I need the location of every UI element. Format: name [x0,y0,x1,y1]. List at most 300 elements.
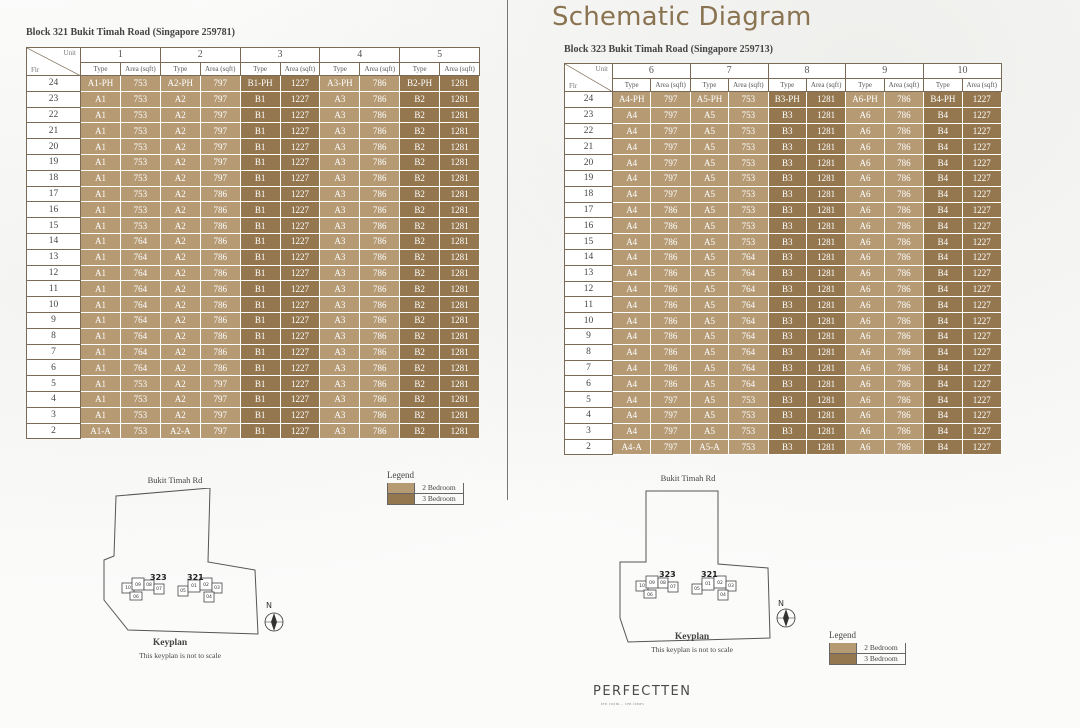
unit-area-cell: 1227 [280,123,320,139]
area-column-header: Area (sqft) [440,63,480,76]
table-row [565,344,1002,360]
keyplan-unit-label: 02 [717,581,723,586]
unit-type-cell: A1 [81,265,121,281]
keyplan-road-label: Bukit Timah Rd [147,475,203,485]
unit-type-cell: A3 [320,107,360,123]
unit-type-cell: B4 [924,123,962,139]
unit-area-cell: 797 [200,107,240,123]
unit-type-cell: A1 [81,202,121,218]
unit-type-cell: B4 [924,392,962,408]
unit-area-cell: 786 [200,265,240,281]
keyplan-unit-label: 09 [649,581,655,586]
unit-type-cell: A1 [81,186,121,202]
unit-area-cell: 797 [651,139,690,155]
unit-area-cell: 786 [884,407,923,423]
unit-area-cell: 786 [884,423,923,439]
corner-floor-label: Flr [31,66,40,74]
type-column-header: Type [400,63,440,76]
unit-area-cell: 797 [200,139,240,155]
unit-area-cell: 786 [360,107,400,123]
keyplan-unit-label: 04 [206,595,212,600]
unit-area-cell: 1281 [440,297,480,313]
unit-type-cell: A4 [613,313,651,329]
unit-type-cell: B1 [240,139,280,155]
unit-type-cell: B4 [924,170,962,186]
unit-type-cell: B4 [924,281,962,297]
keyplan-title: Keyplan [674,632,710,642]
unit-area-cell: 1227 [962,344,1001,360]
unit-type-cell: B1 [240,170,280,186]
unit-type-cell: A2 [160,344,200,360]
unit-type-cell: A4 [613,155,651,171]
floor-number-cell: 3 [27,407,81,423]
unit-type-cell: A1 [81,391,121,407]
legend-label: 3 Bedroom [422,494,456,503]
unit-type-cell: A3 [320,139,360,155]
unit-area-cell: 1281 [440,328,480,344]
unit-area-cell: 1281 [440,218,480,234]
unit-type-cell: A5 [690,249,728,265]
unit-area-cell: 1227 [962,407,1001,423]
unit-type-cell: B4 [924,234,962,250]
floor-number-cell: 6 [565,376,613,392]
unit-type-cell: B2 [400,328,440,344]
unit-type-cell: B2 [400,391,440,407]
unit-area-cell: 786 [200,328,240,344]
unit-type-cell: A1 [81,360,121,376]
unit-type-cell: A3 [320,123,360,139]
floor-number-cell: 9 [565,328,613,344]
unit-type-cell: A4-PH [613,92,651,108]
unit-type-cell: B1 [240,233,280,249]
unit-area-cell: 1281 [806,328,845,344]
unit-area-cell: 764 [729,360,768,376]
table-row [565,423,1002,439]
unit-area-cell: 1281 [806,218,845,234]
unit-area-cell: 797 [651,423,690,439]
unit-type-cell: A4 [613,281,651,297]
unit-type-cell: B3 [768,218,806,234]
unit-type-cell: A3 [320,249,360,265]
unit-area-cell: 753 [121,423,161,439]
floor-number-cell: 20 [565,155,613,171]
unit-type-cell: A1-A [81,423,121,439]
unit-area-cell: 786 [200,186,240,202]
unit-type-cell: B4 [924,344,962,360]
table-row [27,76,480,92]
unit-type-cell: B1 [240,423,280,439]
unit-area-cell: 786 [884,218,923,234]
unit-type-cell: B2 [400,360,440,376]
unit-type-cell: A4 [613,107,651,123]
unit-area-cell: 753 [121,123,161,139]
unit-type-cell: A6 [846,202,884,218]
unit-area-cell: 1281 [440,407,480,423]
unit-type-cell: A1 [81,281,121,297]
unit-area-cell: 1281 [440,91,480,107]
corner-unit-label: Unit [595,65,608,73]
unit-type-cell: A2-A [160,423,200,439]
table-row [27,376,480,392]
unit-area-cell: 764 [121,312,161,328]
keyplan-block-321-label: 321 [187,573,204,582]
area-column-header: Area (sqft) [200,63,240,76]
unit-type-cell: A3 [320,391,360,407]
page-title: Schematic Diagram [552,2,812,32]
unit-area-cell: 1281 [806,107,845,123]
unit-area-cell: 753 [729,423,768,439]
unit-area-cell: 1281 [806,202,845,218]
unit-area-cell: 1281 [440,281,480,297]
unit-type-cell: B4 [924,265,962,281]
unit-type-cell: A6 [846,218,884,234]
unit-type-cell: B3 [768,155,806,171]
keyplan-unit-label: 03 [214,586,220,591]
unit-area-cell: 786 [651,218,690,234]
unit-area-cell: 764 [121,328,161,344]
unit-type-cell: A1 [81,376,121,392]
unit-type-cell: A1 [81,344,121,360]
unit-area-cell: 786 [884,265,923,281]
table-row [565,360,1002,376]
unit-type-cell: A2 [160,202,200,218]
unit-type-cell: A6 [846,360,884,376]
unit-type-cell: B4 [924,186,962,202]
area-column-header: Area (sqft) [280,63,320,76]
unit-type-cell: A6 [846,139,884,155]
unit-area-cell: 786 [651,376,690,392]
unit-type-cell: A1 [81,107,121,123]
unit-type-cell: A2 [160,249,200,265]
type-column-header: Type [160,63,200,76]
unit-area-cell: 1281 [806,407,845,423]
unit-area-cell: 753 [121,139,161,155]
type-column-header: Type [690,79,728,92]
keyplan-unit-label: 06 [133,595,139,600]
unit-type-cell: A3 [320,265,360,281]
unit-type-cell: B2 [400,218,440,234]
legend-item-2-bedroom [829,643,906,654]
unit-type-cell: B1 [240,107,280,123]
unit-area-cell: 786 [360,407,400,423]
unit-area-cell: 786 [651,249,690,265]
legend-title: Legend [387,470,414,480]
area-column-header: Area (sqft) [360,63,400,76]
unit-area-cell: 786 [360,170,400,186]
floor-number-cell: 10 [27,297,81,313]
unit-type-cell: A5 [690,218,728,234]
floor-number-cell: 6 [27,360,81,376]
unit-type-cell: B1 [240,344,280,360]
unit-type-cell: B4 [924,360,962,376]
unit-type-cell: B3-PH [768,92,806,108]
unit-area-cell: 786 [360,218,400,234]
unit-area-cell: 797 [200,154,240,170]
unit-type-cell: B2 [400,202,440,218]
unit-type-cell: B3 [768,360,806,376]
block-321-title: Block 321 Bukit Timah Road (Singapore 259781) [26,27,235,38]
unit-type-cell: A6 [846,328,884,344]
unit-area-cell: 786 [884,439,923,455]
floor-number-cell: 15 [565,234,613,250]
unit-area-cell: 1227 [280,312,320,328]
table-row [565,392,1002,408]
unit-area-cell: 764 [729,313,768,329]
unit-area-cell: 753 [729,218,768,234]
unit-type-cell: A2 [160,360,200,376]
unit-area-cell: 1281 [440,344,480,360]
unit-area-cell: 753 [121,376,161,392]
unit-area-cell: 797 [651,392,690,408]
unit-area-cell: 1281 [806,423,845,439]
unit-type-cell: A4 [613,202,651,218]
table-row [565,186,1002,202]
unit-area-cell: 1281 [440,376,480,392]
unit-number-header: 4 [320,48,400,63]
unit-area-cell: 764 [729,376,768,392]
unit-area-cell: 753 [729,170,768,186]
unit-area-cell: 1227 [280,233,320,249]
unit-type-cell: A4 [613,423,651,439]
unit-type-cell: A5 [690,360,728,376]
unit-area-cell: 786 [360,91,400,107]
unit-area-cell: 764 [729,328,768,344]
unit-area-cell: 1281 [806,139,845,155]
unit-area-cell: 786 [200,233,240,249]
floor-number-cell: 5 [565,392,613,408]
unit-type-cell: A2-PH [160,76,200,92]
unit-type-cell: A4 [613,344,651,360]
unit-type-cell: A3-PH [320,76,360,92]
unit-area-cell: 786 [884,360,923,376]
unit-area-cell: 786 [360,391,400,407]
floor-number-cell: 4 [27,391,81,407]
floor-number-cell: 8 [27,328,81,344]
keyplan-block-323-label: 323 [659,570,676,579]
unit-number-header: 6 [613,64,691,79]
unit-type-cell: A3 [320,423,360,439]
unit-type-cell: A6 [846,313,884,329]
area-column-header: Area (sqft) [884,79,923,92]
unit-type-cell: B1 [240,123,280,139]
unit-type-cell: A5 [690,139,728,155]
floor-number-cell: 16 [27,202,81,218]
unit-type-cell: B3 [768,249,806,265]
unit-area-cell: 753 [729,139,768,155]
unit-type-cell: B3 [768,234,806,250]
table-row [27,123,480,139]
unit-type-cell: A2 [160,170,200,186]
unit-type-cell: A4 [613,234,651,250]
unit-type-cell: A4-A [613,439,651,455]
unit-area-cell: 797 [200,170,240,186]
unit-area-cell: 764 [729,344,768,360]
unit-type-cell: B4 [924,107,962,123]
unit-type-cell: A6 [846,407,884,423]
unit-type-cell: B3 [768,139,806,155]
unit-type-cell: B3 [768,297,806,313]
table-row [27,344,480,360]
unit-type-cell: B4 [924,313,962,329]
unit-area-cell: 786 [651,344,690,360]
floor-number-cell: 2 [27,423,81,439]
unit-area-cell: 764 [121,281,161,297]
unit-type-cell: A5 [690,376,728,392]
floor-number-cell: 13 [27,249,81,265]
unit-type-cell: B3 [768,281,806,297]
unit-area-cell: 1227 [280,107,320,123]
unit-type-cell: B1 [240,360,280,376]
unit-type-cell: A5 [690,170,728,186]
unit-type-cell: B3 [768,170,806,186]
corner-unit-label: Unit [63,49,76,57]
unit-type-cell: B2 [400,249,440,265]
type-column-header: Type [924,79,962,92]
floor-number-cell: 19 [565,170,613,186]
unit-type-cell: A5 [690,186,728,202]
unit-type-cell: A3 [320,154,360,170]
unit-type-cell: B2 [400,91,440,107]
floor-number-cell: 11 [565,297,613,313]
unit-type-cell: A2 [160,312,200,328]
unit-area-cell: 786 [884,392,923,408]
unit-area-cell: 764 [121,297,161,313]
unit-type-cell: A5 [690,344,728,360]
unit-area-cell: 797 [200,123,240,139]
legend-item-2-bedroom [387,483,464,494]
unit-type-cell: A4 [613,249,651,265]
unit-type-cell: B1 [240,186,280,202]
unit-area-cell: 764 [729,265,768,281]
floor-number-cell: 22 [27,107,81,123]
unit-number-header: 10 [924,64,1002,79]
unit-type-cell: B4 [924,139,962,155]
unit-area-cell: 1281 [440,312,480,328]
unit-area-cell: 1227 [280,170,320,186]
unit-type-cell: A3 [320,376,360,392]
unit-area-cell: 786 [884,123,923,139]
unit-type-cell: A4 [613,186,651,202]
unit-area-cell: 1281 [440,123,480,139]
unit-type-cell: A5 [690,107,728,123]
corner-floor-label: Flr [569,82,578,90]
unit-type-cell: A6-PH [846,92,884,108]
unit-area-cell: 1227 [280,249,320,265]
unit-area-cell: 786 [360,376,400,392]
floor-number-cell: 22 [565,123,613,139]
unit-area-cell: 753 [121,391,161,407]
unit-type-cell: B4 [924,155,962,171]
unit-type-cell: A5 [690,423,728,439]
unit-area-cell: 786 [360,312,400,328]
unit-type-cell: A3 [320,202,360,218]
unit-type-cell: A2 [160,297,200,313]
unit-type-cell: B2 [400,170,440,186]
unit-type-cell: A3 [320,344,360,360]
unit-area-cell: 1227 [962,313,1001,329]
unit-area-cell: 1227 [962,265,1001,281]
floor-number-cell: 21 [565,139,613,155]
table-row [565,170,1002,186]
unit-area-cell: 753 [729,439,768,455]
unit-type-cell: A5 [690,392,728,408]
unit-type-cell: A3 [320,360,360,376]
unit-area-cell: 797 [200,407,240,423]
unit-type-cell: A4 [613,218,651,234]
unit-type-cell: B3 [768,328,806,344]
unit-area-cell: 1227 [280,360,320,376]
unit-type-cell: A1 [81,154,121,170]
unit-area-cell: 1227 [280,297,320,313]
unit-type-cell: B1-PH [240,76,280,92]
legend-left [387,470,464,505]
unit-type-cell: A5 [690,155,728,171]
unit-area-cell: 1227 [962,297,1001,313]
table-row [27,297,480,313]
unit-type-cell: A2 [160,139,200,155]
unit-area-cell: 1281 [440,107,480,123]
unit-type-cell: B1 [240,91,280,107]
unit-area-cell: 1227 [962,139,1001,155]
unit-area-cell: 786 [360,297,400,313]
unit-area-cell: 753 [121,407,161,423]
floor-number-cell: 10 [565,313,613,329]
unit-type-cell: A5 [690,407,728,423]
floor-number-cell: 18 [565,186,613,202]
floor-number-cell: 17 [27,186,81,202]
unit-type-cell: B1 [240,265,280,281]
unit-area-cell: 764 [729,281,768,297]
unit-type-cell: A3 [320,312,360,328]
table-row [565,407,1002,423]
unit-area-cell: 1227 [280,423,320,439]
unit-type-cell: B3 [768,107,806,123]
unit-type-cell: A3 [320,328,360,344]
unit-type-cell: A2 [160,186,200,202]
unit-type-cell: B4 [924,439,962,455]
keyplan-unit-label: 01 [191,584,197,589]
unit-area-cell: 786 [360,265,400,281]
unit-area-cell: 764 [729,297,768,313]
legend-swatch [830,643,857,653]
unit-area-cell: 786 [360,186,400,202]
unit-area-cell: 1281 [806,249,845,265]
unit-area-cell: 1227 [962,439,1001,455]
keyplan-right [568,470,808,670]
unit-type-cell: B4 [924,407,962,423]
table-corner-header [565,64,613,92]
unit-area-cell: 1227 [280,265,320,281]
unit-type-cell: A6 [846,439,884,455]
unit-area-cell: 1227 [962,249,1001,265]
unit-area-cell: 764 [729,249,768,265]
unit-area-cell: 786 [360,154,400,170]
table-row [27,407,480,423]
unit-type-cell: A5 [690,234,728,250]
unit-area-cell: 786 [360,76,400,92]
unit-type-cell: A6 [846,186,884,202]
floor-number-cell: 4 [565,407,613,423]
unit-type-cell: A6 [846,155,884,171]
unit-type-cell: A4 [613,360,651,376]
unit-area-cell: 786 [884,328,923,344]
keyplan-unit-label: 08 [146,583,152,588]
unit-type-cell: A6 [846,107,884,123]
floor-number-cell: 5 [27,376,81,392]
unit-number-header: 2 [160,48,240,63]
keyplan-unit-label: 05 [694,587,700,592]
unit-type-cell: B1 [240,391,280,407]
